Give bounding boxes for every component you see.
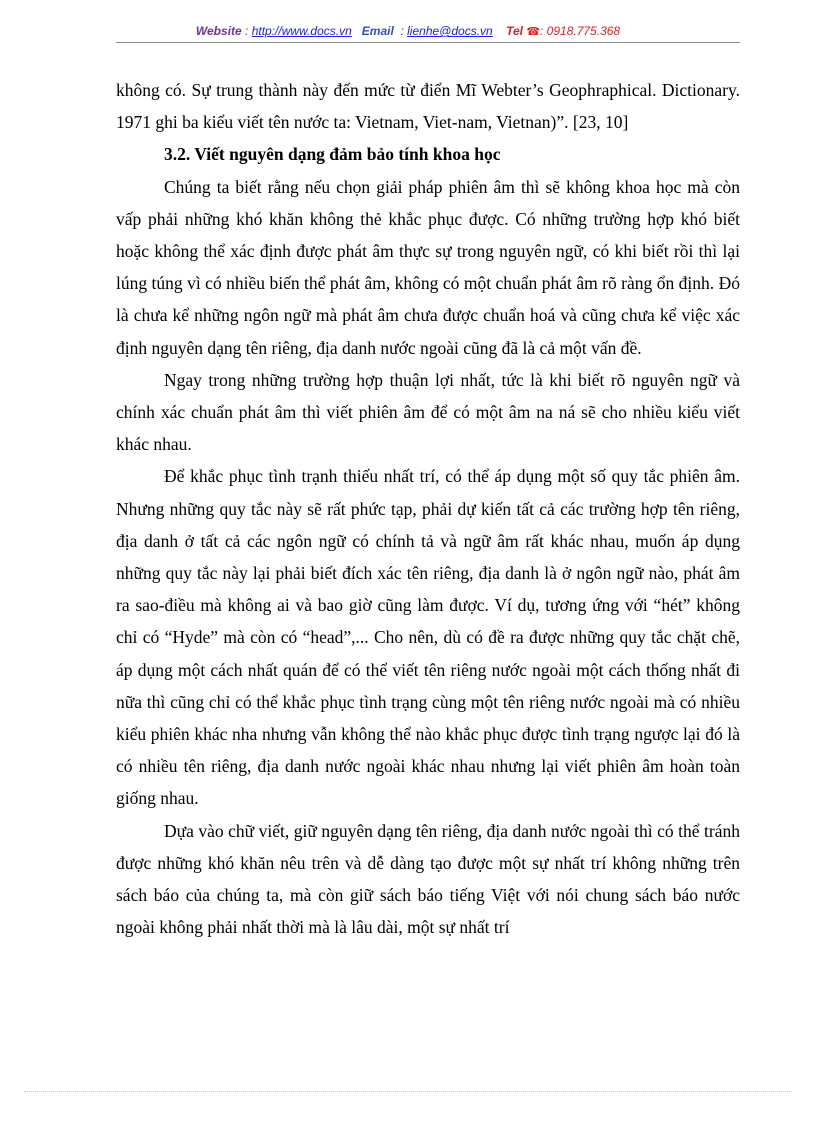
paragraph-2: Ngay trong những trường hợp thuận lợi nhất, tức là khi biết rõ nguyên ngữ và chính xác chuẩn phát âm thì viết phiên âm để có một âm na ná sẽ cho nhiều kiểu viết khác nhau. <box>116 369 740 455</box>
footer-divider <box>24 1091 792 1092</box>
email-link[interactable]: lienhe@docs.vn <box>407 24 493 38</box>
website-link[interactable]: http://www.docs.vn <box>251 24 352 38</box>
section-heading: 3.2. Viết nguyên dạng đảm bảo tính khoa học <box>164 144 501 165</box>
website-label: Website <box>195 24 242 38</box>
tel-number: : 0918.775.368 <box>540 24 621 38</box>
paragraph-3: Để khắc phục tình trạnh thiếu nhất trí, có thể áp dụng một số quy tắc phiên âm. Nhưng những quy tắc này sẽ rất phức tạp, phải dự kiến tất cả các trường hợp tên riêng, địa danh ở tất cả các ngôn ngữ có chính tả và ngữ âm rất khác nhau, muốn áp dụng những quy tắc này lại phải biết đích xác tên riêng, địa danh là ở ngôn ngữ nào, phát âm ra sao-điều mà không ai và bao giờ cũng làm được. Ví dụ, tương ứng với “hét” không chỉ có “Hyde” mà còn có “head”,... Cho nên, dù có đề ra được những quy tắc chặt chẽ, áp dụng một cách nhất quán để có thể viết tên riêng nước ngoài một cách thống nhất đi nữa thì cũng chỉ có thể khắc phục tình trạng cùng một tên riêng nước ngoài mà có nhiều kiểu phiên khác nha nhưng vẫn không thể nào khắc phục được tình trạng ngược lại đó là có nhiều tên riêng, địa danh nước ngoài khác nhau nhưng lại viết phiên âm hoàn toàn giống nhau. <box>116 466 740 809</box>
tel-label: Tel <box>506 24 523 38</box>
document-body <box>116 74 740 943</box>
email-separator: : <box>397 24 408 38</box>
email-label: Email <box>361 24 394 38</box>
page-header <box>0 24 816 38</box>
paragraph-continuation: không có. Sự trung thành này đến mức từ điển Mĩ Webter’s Geophraphical. Dictionary. 1971 ghi ba kiểu viết tên nước ta: Vietnam, Viet-nam, Vietnan)”. [23, 10] <box>116 80 740 133</box>
header-divider <box>116 42 740 43</box>
phone-icon: ☎ <box>526 26 541 38</box>
paragraph-1: Chúng ta biết rằng nếu chọn giải pháp phiên âm thì sẽ không khoa học mà còn vấp phải những khó khăn không thẻ khắc phục được. Có những trường hợp khó biết hoặc không thể xác định được phát âm thực sự trong nguyên ngữ, có khi biết rồi thì lại lúng túng vì có nhiều biến thể phát âm, không có một chuẩn phát âm rõ ràng ổn định. Đó là chưa kể những ngôn ngữ mà phát âm chưa được chuẩn hoá và cũng chưa kể việc xác định nguyên dạng tên riêng, địa danh nước ngoài cũng đã là cả một vấn đề. <box>116 176 740 358</box>
paragraph-4: Dựa vào chữ viết, giữ nguyên dạng tên riêng, địa danh nước ngoài thì có thể tránh được những khó khăn nêu trên và dễ dàng tạo được một sự nhất trí không những trên sách báo của chúng ta, mà còn giữ sách báo tiếng Việt với nói chung sách báo nước ngoài không phải nhất thời mà là lâu dài, một sự nhất trí <box>116 820 740 938</box>
website-separator: : <box>241 24 252 38</box>
